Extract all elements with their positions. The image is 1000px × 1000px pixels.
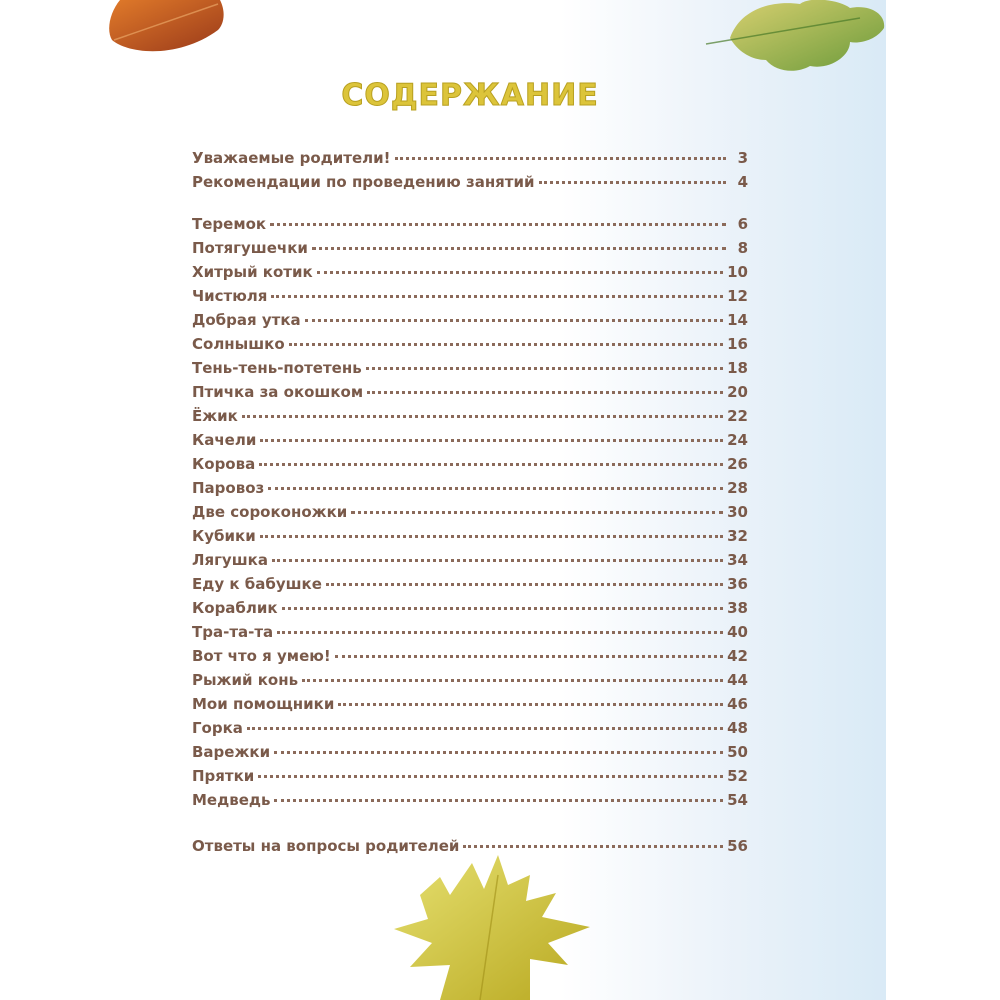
dot-leader (268, 475, 723, 490)
toc-entry-title: Хитрый котик (192, 263, 313, 281)
toc-entry-page: 3 (737, 149, 748, 167)
dot-leader (463, 833, 723, 848)
dot-leader (338, 691, 723, 706)
toc-entry[interactable] (192, 836, 748, 860)
toc-entry-page: 12 (727, 287, 748, 305)
toc-entry-page: 30 (727, 503, 748, 521)
toc-entry-page: 54 (727, 791, 748, 809)
toc-entry-title: Рыжий конь (192, 671, 299, 689)
dot-leader (312, 235, 726, 250)
toc-entry-title: Добрая утка (192, 311, 301, 329)
oak-leaf-top-right-icon (700, 0, 890, 80)
page-title-text: СОДЕРЖАНИЕ (341, 77, 599, 113)
toc-entry-page: 44 (727, 671, 748, 689)
toc-entry-title: Вот что я умею! (192, 647, 331, 665)
dot-leader (277, 619, 723, 634)
dot-leader (367, 379, 723, 394)
toc-entry-page: 18 (727, 359, 748, 377)
dot-leader (274, 739, 723, 754)
toc-entry-page: 48 (727, 719, 748, 737)
toc-entry-title: Кораблик (192, 599, 278, 617)
dot-leader (258, 763, 723, 778)
toc-entry-page: 4 (737, 173, 748, 191)
toc-entry-title: Теремок (192, 215, 267, 233)
dot-leader (270, 211, 726, 226)
toc-entry-title: Мои помощники (192, 695, 335, 713)
toc-entry-title: Птичка за окошком (192, 383, 364, 401)
toc-entry-title: Прятки (192, 767, 255, 785)
toc-entry-title: Уважаемые родители! (192, 149, 391, 167)
toc-entry-page: 20 (727, 383, 748, 401)
toc-entry-page: 26 (727, 455, 748, 473)
toc-entry-page: 40 (727, 623, 748, 641)
dot-leader (335, 643, 723, 658)
toc-entry-page: 16 (727, 335, 748, 353)
toc-entry-page: 28 (727, 479, 748, 497)
toc-entry-title: Рекомендации по проведению занятий (192, 173, 535, 191)
maple-leaf-bottom-icon (380, 855, 610, 1000)
toc-entry-page: 10 (727, 263, 748, 281)
dot-leader (351, 499, 723, 514)
toc-entry-title: Тра-та-та (192, 623, 274, 641)
toc-entry-title: Чистюля (192, 287, 268, 305)
toc-entry-page: 34 (727, 551, 748, 569)
table-of-contents (192, 148, 748, 860)
dot-leader (274, 787, 723, 802)
dot-leader (271, 283, 723, 298)
toc-entry-title: Паровоз (192, 479, 265, 497)
toc-entry[interactable] (192, 790, 748, 814)
toc-entry-title: Кубики (192, 527, 256, 545)
dot-leader (366, 355, 723, 370)
toc-entry-page: 38 (727, 599, 748, 617)
toc-entry-page: 36 (727, 575, 748, 593)
toc-entry-title: Тень-тень-потетень (192, 359, 362, 377)
toc-entry-page: 50 (727, 743, 748, 761)
toc-entry-page: 24 (727, 431, 748, 449)
dot-leader (259, 451, 723, 466)
toc-entry-page: 56 (727, 837, 748, 855)
toc-entry-title: Медведь (192, 791, 271, 809)
dot-leader (260, 427, 723, 442)
toc-entry-title: Варежки (192, 743, 271, 761)
toc-entry-title: Ёжик (192, 407, 238, 425)
dot-leader (272, 547, 723, 562)
autumn-leaf-top-left-icon (100, 0, 230, 60)
dot-leader (247, 715, 723, 730)
dot-leader (317, 259, 723, 274)
toc-entry-page: 46 (727, 695, 748, 713)
toc-entry-page: 6 (737, 215, 748, 233)
toc-entry-page: 8 (737, 239, 748, 257)
toc-entry-page: 14 (727, 311, 748, 329)
dot-leader (242, 403, 723, 418)
dot-leader (305, 307, 723, 322)
dot-leader (282, 595, 724, 610)
dot-leader (395, 145, 727, 160)
toc-entry-title: Две сороконожки (192, 503, 348, 521)
dot-leader (260, 523, 723, 538)
toc-entry-title: Лягушка (192, 551, 268, 569)
toc-entry-title: Корова (192, 455, 256, 473)
page-title (330, 72, 610, 118)
toc-entry-title: Еду к бабушке (192, 575, 322, 593)
dot-leader (326, 571, 723, 586)
toc-entry-title: Качели (192, 431, 257, 449)
dot-leader (539, 169, 726, 184)
toc-entry-title: Ответы на вопросы родителей (192, 837, 460, 855)
toc-entry[interactable] (192, 172, 748, 196)
toc-entry-title: Солнышко (192, 335, 285, 353)
toc-entry-page: 52 (727, 767, 748, 785)
toc-entry-title: Горка (192, 719, 243, 737)
dot-leader (289, 331, 723, 346)
toc-entry-title: Потягушечки (192, 239, 308, 257)
toc-entry-page: 42 (727, 647, 748, 665)
toc-entry-page: 22 (727, 407, 748, 425)
dot-leader (302, 667, 723, 682)
toc-entry-page: 32 (727, 527, 748, 545)
